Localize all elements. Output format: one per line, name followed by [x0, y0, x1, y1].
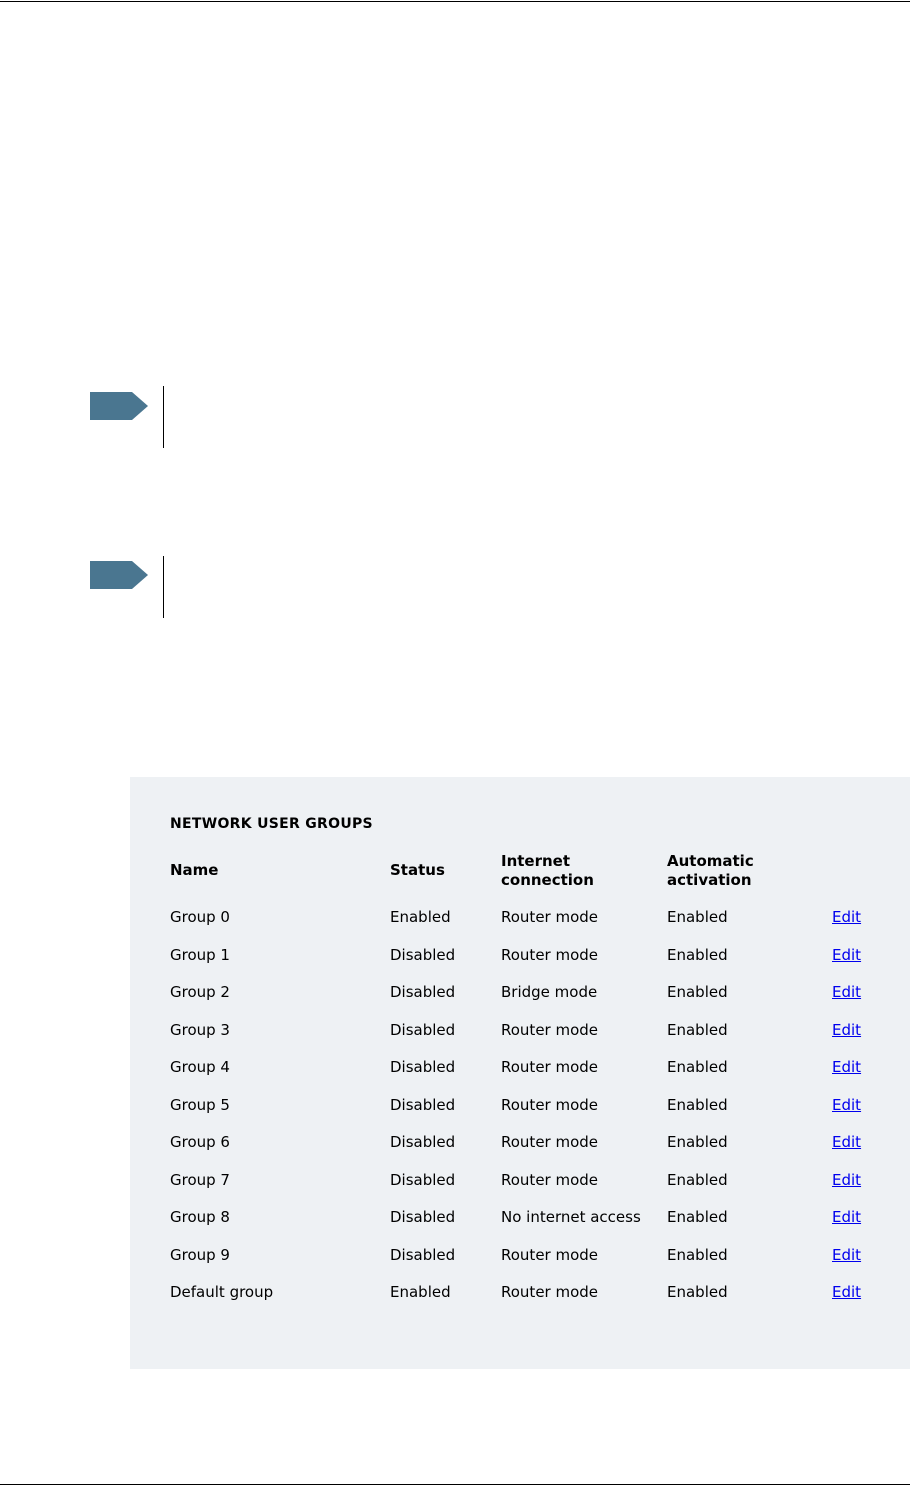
automatic-activation: Enabled [667, 1245, 728, 1264]
internet-connection: Router mode [501, 1133, 599, 1151]
automatic-activation: Enabled [667, 1208, 728, 1226]
automatic-activation: Enabled [667, 1095, 728, 1114]
group-status: Enabled [390, 1283, 451, 1301]
internet-connection: No internet access [501, 1208, 641, 1226]
internet-connection: Router mode [501, 945, 599, 964]
internet-connection: Bridge mode [501, 983, 598, 1001]
group-status: Disabled [390, 945, 456, 964]
group-name: Group 7 [170, 1170, 230, 1189]
automatic-activation: Enabled [667, 1170, 728, 1189]
edit-link[interactable]: Edit [832, 1283, 862, 1301]
note-divider [163, 386, 164, 448]
table-row [130, 1208, 910, 1228]
group-status: Disabled [390, 1058, 456, 1076]
automatic-activation: Enabled [667, 1283, 728, 1301]
automatic-activation: Enabled [667, 908, 728, 926]
edit-link[interactable]: Edit [832, 1208, 862, 1226]
automatic-activation: Enabled [667, 1133, 728, 1151]
edit-link[interactable]: Edit [832, 945, 862, 964]
internet-connection: Router mode [501, 1170, 599, 1189]
automatic-activation: Enabled [667, 983, 728, 1001]
table-row [130, 1058, 910, 1078]
group-name: Group 9 [170, 1245, 230, 1264]
group-status: Disabled [390, 1208, 456, 1226]
panel-title: NETWORK USER GROUPS [170, 816, 373, 832]
internet-connection: Router mode [501, 1058, 599, 1076]
edit-link[interactable]: Edit [832, 1058, 862, 1076]
group-name: Group 2 [170, 983, 230, 1001]
group-status: Disabled [390, 1170, 456, 1189]
group-name: Group 8 [170, 1208, 230, 1226]
group-status: Disabled [390, 983, 456, 1001]
table-row [130, 1171, 910, 1191]
edit-link[interactable]: Edit [832, 1095, 862, 1114]
group-name: Group 3 [170, 1020, 230, 1039]
automatic-activation: Enabled [667, 1058, 728, 1076]
note-arrow-icon [90, 392, 150, 420]
group-status: Disabled [390, 1095, 456, 1114]
edit-link[interactable]: Edit [832, 983, 862, 1001]
edit-link[interactable]: Edit [832, 1133, 862, 1151]
edit-link[interactable]: Edit [832, 1170, 862, 1189]
header-rule [0, 1, 910, 2]
column-header-internet: Internet connection [501, 852, 594, 889]
column-header-name: Name [170, 861, 219, 879]
automatic-activation: Enabled [667, 1020, 728, 1039]
note-divider [163, 556, 164, 618]
group-name: Group 0 [170, 908, 230, 926]
table-row [130, 908, 910, 928]
table-row [130, 983, 910, 1003]
table-row [130, 1096, 910, 1116]
group-name: Group 5 [170, 1095, 230, 1114]
table-row [130, 1246, 910, 1266]
group-name: Group 4 [170, 1058, 230, 1076]
internet-connection: Router mode [501, 908, 599, 926]
internet-connection: Router mode [501, 1095, 599, 1114]
table-row [130, 1283, 910, 1303]
table-row [130, 1133, 910, 1153]
table-row [130, 1021, 910, 1041]
group-status: Disabled [390, 1245, 456, 1264]
note-arrow-icon [90, 561, 150, 589]
network-user-groups-panel [130, 777, 910, 1369]
column-header-status: Status [390, 861, 445, 879]
edit-link[interactable]: Edit [832, 908, 862, 926]
group-name: Group 6 [170, 1133, 230, 1151]
group-name: Group 1 [170, 945, 230, 964]
group-status: Enabled [390, 908, 451, 926]
internet-connection: Router mode [501, 1245, 599, 1264]
internet-connection: Router mode [501, 1020, 599, 1039]
footer-rule [0, 1484, 910, 1485]
group-status: Disabled [390, 1020, 456, 1039]
edit-link[interactable]: Edit [832, 1020, 862, 1039]
internet-connection: Router mode [501, 1283, 599, 1301]
table-row [130, 946, 910, 966]
automatic-activation: Enabled [667, 945, 728, 964]
column-header-automatic-activation: Automatic activation [667, 852, 754, 889]
edit-link[interactable]: Edit [832, 1245, 862, 1264]
group-name: Default group [170, 1283, 274, 1301]
group-status: Disabled [390, 1133, 456, 1151]
